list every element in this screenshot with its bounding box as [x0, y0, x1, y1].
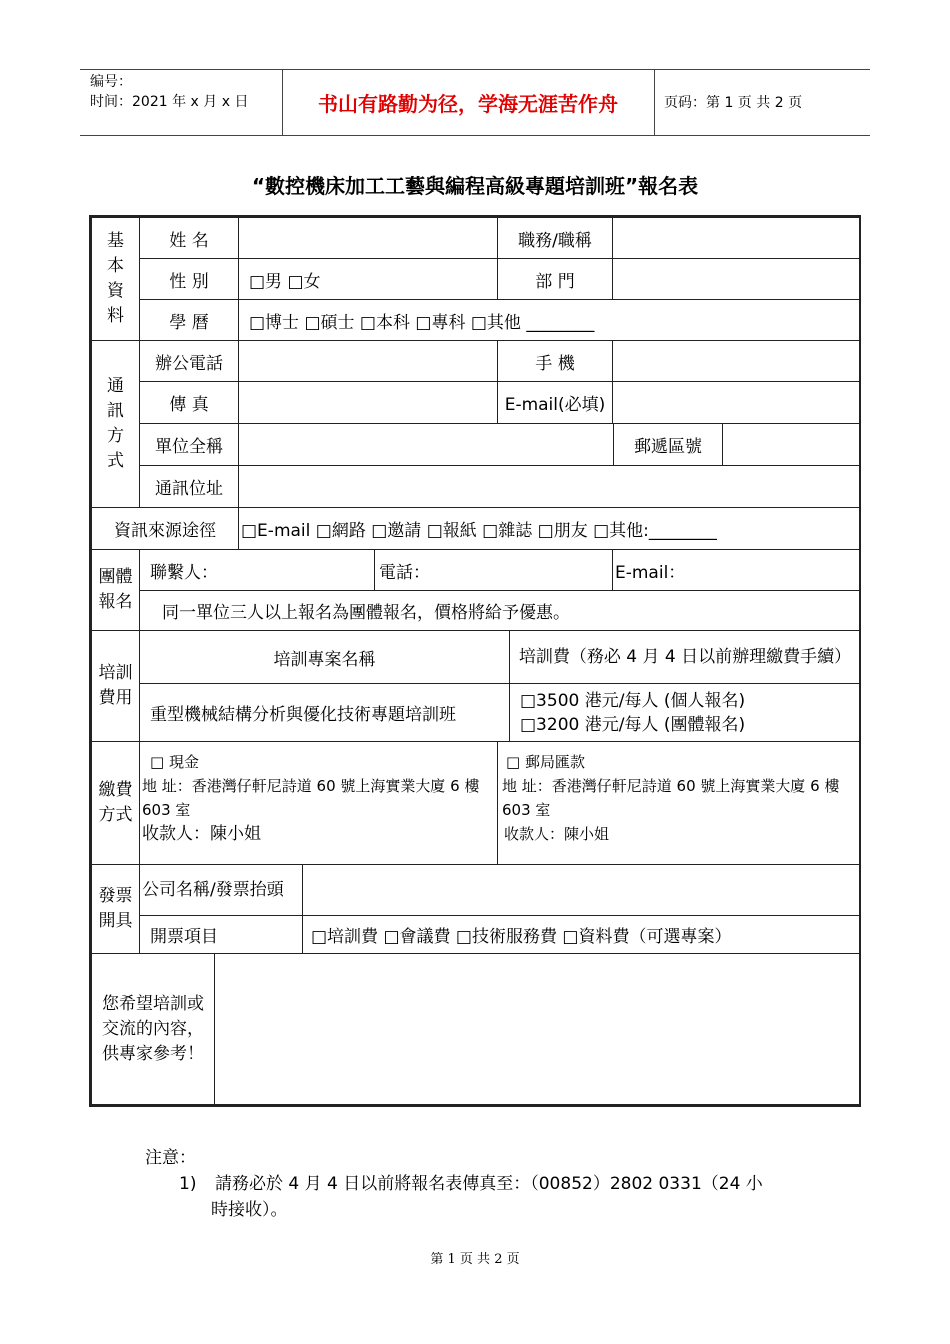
unit-name-field[interactable] [238, 423, 614, 466]
doc-number-label: 编号： [90, 74, 132, 90]
invoice-items-options[interactable]: □培訓費 □會議費 □技術服務費 □資料費（可選專案） [302, 915, 861, 954]
unit-name-label: 單位全稱 [139, 423, 239, 466]
section-payment [91, 741, 140, 865]
cash-payee: 收款人：陳小姐 [142, 824, 261, 844]
education-options[interactable]: □博士 □碩士 □本科 □專科 □其他 ________ [238, 299, 861, 341]
header-page-info: 页码：第 1 页 共 2 页 [664, 95, 803, 111]
name-label: 姓 名 [139, 217, 239, 259]
source-label: 資訊來源途徑 [91, 507, 239, 550]
dept-label: 部 門 [497, 258, 613, 300]
group-email-label[interactable]: E-mail： [612, 549, 861, 591]
group-contact-label[interactable]: 聯繫人： [139, 549, 375, 591]
email-field[interactable] [612, 381, 861, 424]
fee-header: 培訓費（務必 4 月 4 日以前辦理繳費手續） [509, 630, 861, 684]
invoice-items-label: 開票項目 [139, 915, 303, 954]
payment-post [497, 741, 861, 865]
name-field[interactable] [238, 217, 498, 259]
address-field[interactable] [238, 465, 861, 508]
mobile-field[interactable] [612, 340, 861, 382]
page-footer: 第 1 页 共 2 页 [430, 1252, 520, 1267]
section-contact [91, 340, 140, 508]
post-payee: 收款人：陳小姐 [504, 825, 610, 843]
fee-project-header: 培訓專案名稱 [139, 630, 510, 684]
postcode-field[interactable] [722, 423, 861, 466]
position-label: 職務/職稱 [497, 217, 613, 259]
payment-cash [139, 741, 498, 865]
office-phone-label: 辦公電話 [139, 340, 239, 382]
gender-options[interactable]: □男 □女 [238, 258, 498, 300]
notes-item-number: 1) [179, 1174, 197, 1194]
fee-options[interactable] [509, 683, 861, 742]
section-basic-info [91, 217, 140, 341]
section-group [91, 549, 140, 631]
header-left [90, 72, 248, 112]
notes-item-line1: 請務必於 4 月 4 日以前將報名表傳真至：（00852）2802 0331（24 小 [215, 1174, 763, 1194]
group-note: 同一單位三人以上報名為團體報名，價格將給予優惠。 [139, 590, 861, 631]
notes [145, 1145, 763, 1223]
invoice-company-field[interactable] [302, 864, 861, 916]
section-label: 培訓費用 [98, 663, 133, 708]
header-bottom-line [80, 135, 870, 136]
fee-group-option[interactable]: □3200 港元/每人 (團體報名) [520, 714, 746, 735]
registration-form [89, 215, 861, 1107]
page-title: “數控機床加工工藝與編程高級專題培訓班”報名表 [251, 174, 699, 198]
mobile-label: 手 機 [497, 340, 613, 382]
doc-time-label: 时间：2021 年 x 月 x 日 [90, 94, 249, 110]
section-label: 繳費方式 [98, 780, 133, 825]
invoice-company-label: 公司名稱/發票抬頭 [139, 864, 303, 916]
fee-project-name: 重型機械結構分析與優化技術專題培訓班 [139, 683, 510, 742]
section-label: 發票開具 [98, 886, 133, 931]
post-option[interactable]: □ 郵局匯款 [506, 753, 585, 771]
gender-label: 性 別 [139, 258, 239, 300]
office-phone-field[interactable] [238, 340, 498, 382]
address-label: 通訊位址 [139, 465, 239, 508]
section-label: 基本資料 [107, 231, 124, 326]
post-address: 地 址：香港灣仔軒尼詩道 60 號上海實業大廈 6 樓 603 室 [502, 777, 840, 819]
notes-item [145, 1171, 763, 1197]
section-label: 通訊方式 [107, 376, 124, 471]
cash-address: 地 址：香港灣仔軒尼詩道 60 號上海實業大廈 6 樓 603 室 [142, 777, 480, 819]
source-options[interactable]: □E-mail □網路 □邀請 □報紙 □雜誌 □朋友 □其他:________ [238, 507, 861, 550]
header-motto: 书山有路勤为径，学海无涯苦作舟 [318, 91, 618, 116]
postcode-label: 郵遞區號 [613, 423, 723, 466]
fax-field[interactable] [238, 381, 498, 424]
section-fee [91, 630, 140, 742]
fee-individual-option[interactable]: □3500 港元/每人 (個人報名) [520, 690, 746, 711]
group-phone-label[interactable]: 電話： [374, 549, 613, 591]
wish-label: 您希望培訓或交流的內容，供專家參考！ [91, 953, 215, 1105]
notes-title: 注意： [145, 1148, 196, 1168]
section-label: 團體報名 [98, 567, 133, 612]
position-field[interactable] [612, 217, 861, 259]
header-divider [654, 69, 655, 135]
email-label: E-mail(必填) [497, 381, 613, 424]
cash-option[interactable]: □ 現金 [150, 753, 199, 771]
education-label: 學 曆 [139, 299, 239, 341]
dept-field[interactable] [612, 258, 861, 300]
notes-item-line2: 時接收）。 [211, 1200, 288, 1220]
wish-field[interactable] [214, 953, 861, 1105]
section-invoice [91, 864, 140, 954]
fax-label: 傳 真 [139, 381, 239, 424]
